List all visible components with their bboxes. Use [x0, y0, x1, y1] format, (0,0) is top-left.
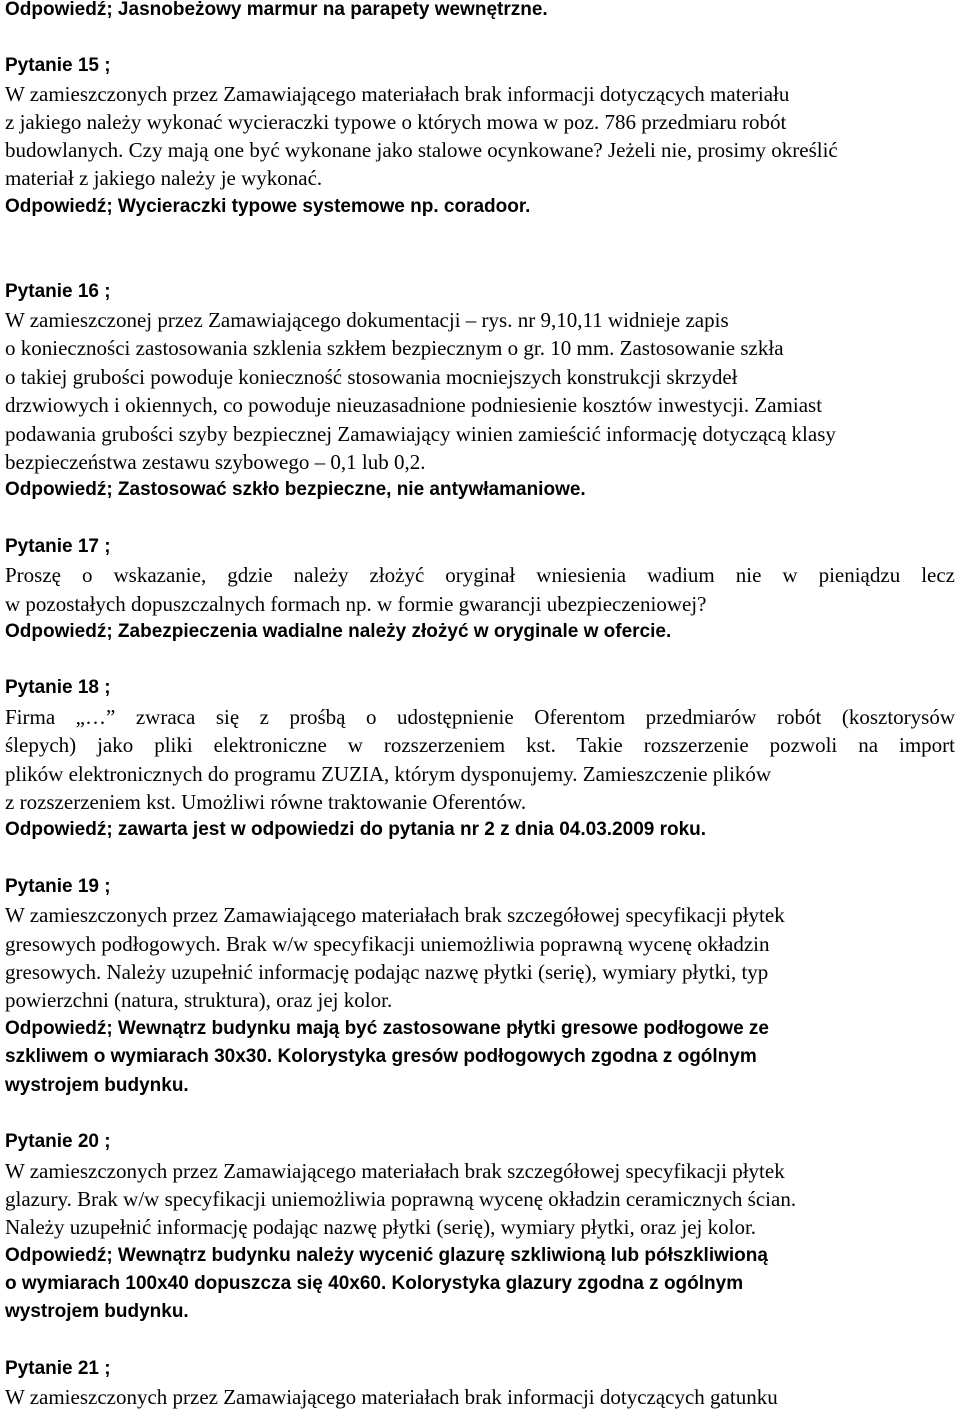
- question-19-answer-line-1: Odpowiedź; Wewnątrz budynku mają być zastosowane płytki gresowe podłogowe ze: [5, 1018, 769, 1039]
- question-18-answer: Odpowiedź; zawarta jest w odpowiedzi do pytania nr 2 z dnia 04.03.2009 roku.: [5, 819, 707, 840]
- question-19-title: Pytanie 19 ;: [5, 876, 111, 897]
- question-16-line-1: W zamieszczonej przez Zamawiającego dokumentacji – rys. nr 9,10,11 widnieje zapis: [5, 308, 729, 332]
- question-20-title: Pytanie 20 ;: [5, 1131, 111, 1152]
- question-18-line-3: plików elektronicznych do programu ZUZIA, którym dysponujemy. Zamieszczenie plików: [5, 762, 772, 786]
- question-15-line-1: W zamieszczonych przez Zamawiającego materiałach brak informacji dotyczących materiału: [5, 82, 790, 106]
- question-17-line-1: Proszę o wskazanie, gdzie należy złożyć oryginał wniesienia wadium nie w pieniądzu lecz: [5, 563, 955, 587]
- question-21-line-1: W zamieszczonych przez Zamawiającego materiałach brak informacji dotyczących gatunku: [5, 1385, 778, 1409]
- question-17-answer: Odpowiedź; Zabezpieczenia wadialne należy złożyć w oryginale w ofercie.: [5, 621, 672, 642]
- question-16-line-4: drzwiowych i okiennych, co powoduje nieuzasadnione podniesienie kosztów inwestycji. Zamiast: [5, 393, 823, 417]
- question-20-answer-line-1: Odpowiedź; Wewnątrz budynku należy wycenić glazurę szkliwioną lub półszkliwioną: [5, 1245, 768, 1266]
- question-20-line-1: W zamieszczonych przez Zamawiającego materiałach brak szczegółowej specyfikacji płytek: [5, 1159, 785, 1183]
- question-15-line-3: budowlanych. Czy mają one być wykonane jako stalowe ocynkowane? Jeżeli nie, prosimy określić: [5, 138, 838, 162]
- question-16-answer: Odpowiedź; Zastosować szkło bezpieczne, nie antywłamaniowe.: [5, 479, 586, 500]
- question-16-title: Pytanie 16 ;: [5, 281, 111, 302]
- question-16-line-3: o takiej grubości powoduje konieczność stosowania mocniejszych konstrukcji skrzydeł: [5, 365, 738, 389]
- question-20-answer-line-2: o wymiarach 100x40 dopuszcza się 40x60. Kolorystyka glazury zgodna z ogólnym: [5, 1273, 744, 1294]
- question-18-line-4: z rozszerzeniem kst. Umożliwi równe traktowanie Oferentów.: [5, 790, 527, 814]
- question-17-line-2: w pozostałych dopuszczalnych formach np. w formie gwarancji ubezpieczeniowej?: [5, 592, 707, 616]
- question-21-title: Pytanie 21 ;: [5, 1358, 111, 1379]
- question-15-line-2: z jakiego należy wykonać wycieraczki typowe o których mowa w poz. 786 przedmiaru robót: [5, 110, 787, 134]
- question-17-title: Pytanie 17 ;: [5, 536, 111, 557]
- question-15-line-4: materiał z jakiego należy je wykonać.: [5, 166, 323, 190]
- question-19-line-2: gresowych podłogowych. Brak w/w specyfikacji uniemożliwia poprawną wycenę okładzin: [5, 932, 770, 956]
- question-18-line-1: Firma „…” zwraca się z prośbą o udostępnienie Oferentom przedmiarów robót (kosztorysów: [5, 705, 955, 729]
- question-19-line-1: W zamieszczonych przez Zamawiającego materiałach brak szczegółowej specyfikacji płytek: [5, 903, 785, 927]
- question-16-line-2: o konieczności zastosowania szklenia szkłem bezpiecznym o gr. 10 mm. Zastosowanie szkła: [5, 336, 784, 360]
- question-19-line-3: gresowych. Należy uzupełnić informację podając nazwę płytki (serię), wymiary płytki, typ: [5, 960, 769, 984]
- question-16-line-5: podawania grubości szyby bezpiecznej Zamawiający winien zamieścić informację dotyczącą klasy: [5, 422, 836, 446]
- question-20-line-2: glazury. Brak w/w specyfikacji uniemożliwia poprawną wycenę okładzin ceramicznych ścian.: [5, 1187, 797, 1211]
- question-18-title: Pytanie 18 ;: [5, 677, 111, 698]
- answer-top: Odpowiedź; Jasnobeżowy marmur na parapety wewnętrzne.: [5, 0, 548, 20]
- question-20-line-3: Należy uzupełnić informację podając nazwę płytki (serię), wymiary płytki, oraz jej kolor.: [5, 1215, 757, 1239]
- question-19-answer-line-2: szkliwem o wymiarach 30x30. Kolorystyka gresów podłogowych zgodna z ogólnym: [5, 1046, 757, 1067]
- question-15-answer: Odpowiedź; Wycieraczki typowe systemowe np. coradoor.: [5, 196, 531, 217]
- question-18-line-2: ślepych) jako pliki elektroniczne w rozszerzeniem kst. Takie rozszerzenie pozwoli na import: [5, 733, 955, 757]
- question-20-answer-line-3: wystrojem budynku.: [5, 1301, 189, 1322]
- question-19-line-4: powierzchni (natura, struktura), oraz jej kolor.: [5, 988, 393, 1012]
- question-19-answer-line-3: wystrojem budynku.: [5, 1075, 189, 1096]
- question-15-title: Pytanie 15 ;: [5, 55, 111, 76]
- question-16-line-6: bezpieczeństwa zestawu szybowego – 0,1 lub 0,2.: [5, 450, 426, 474]
